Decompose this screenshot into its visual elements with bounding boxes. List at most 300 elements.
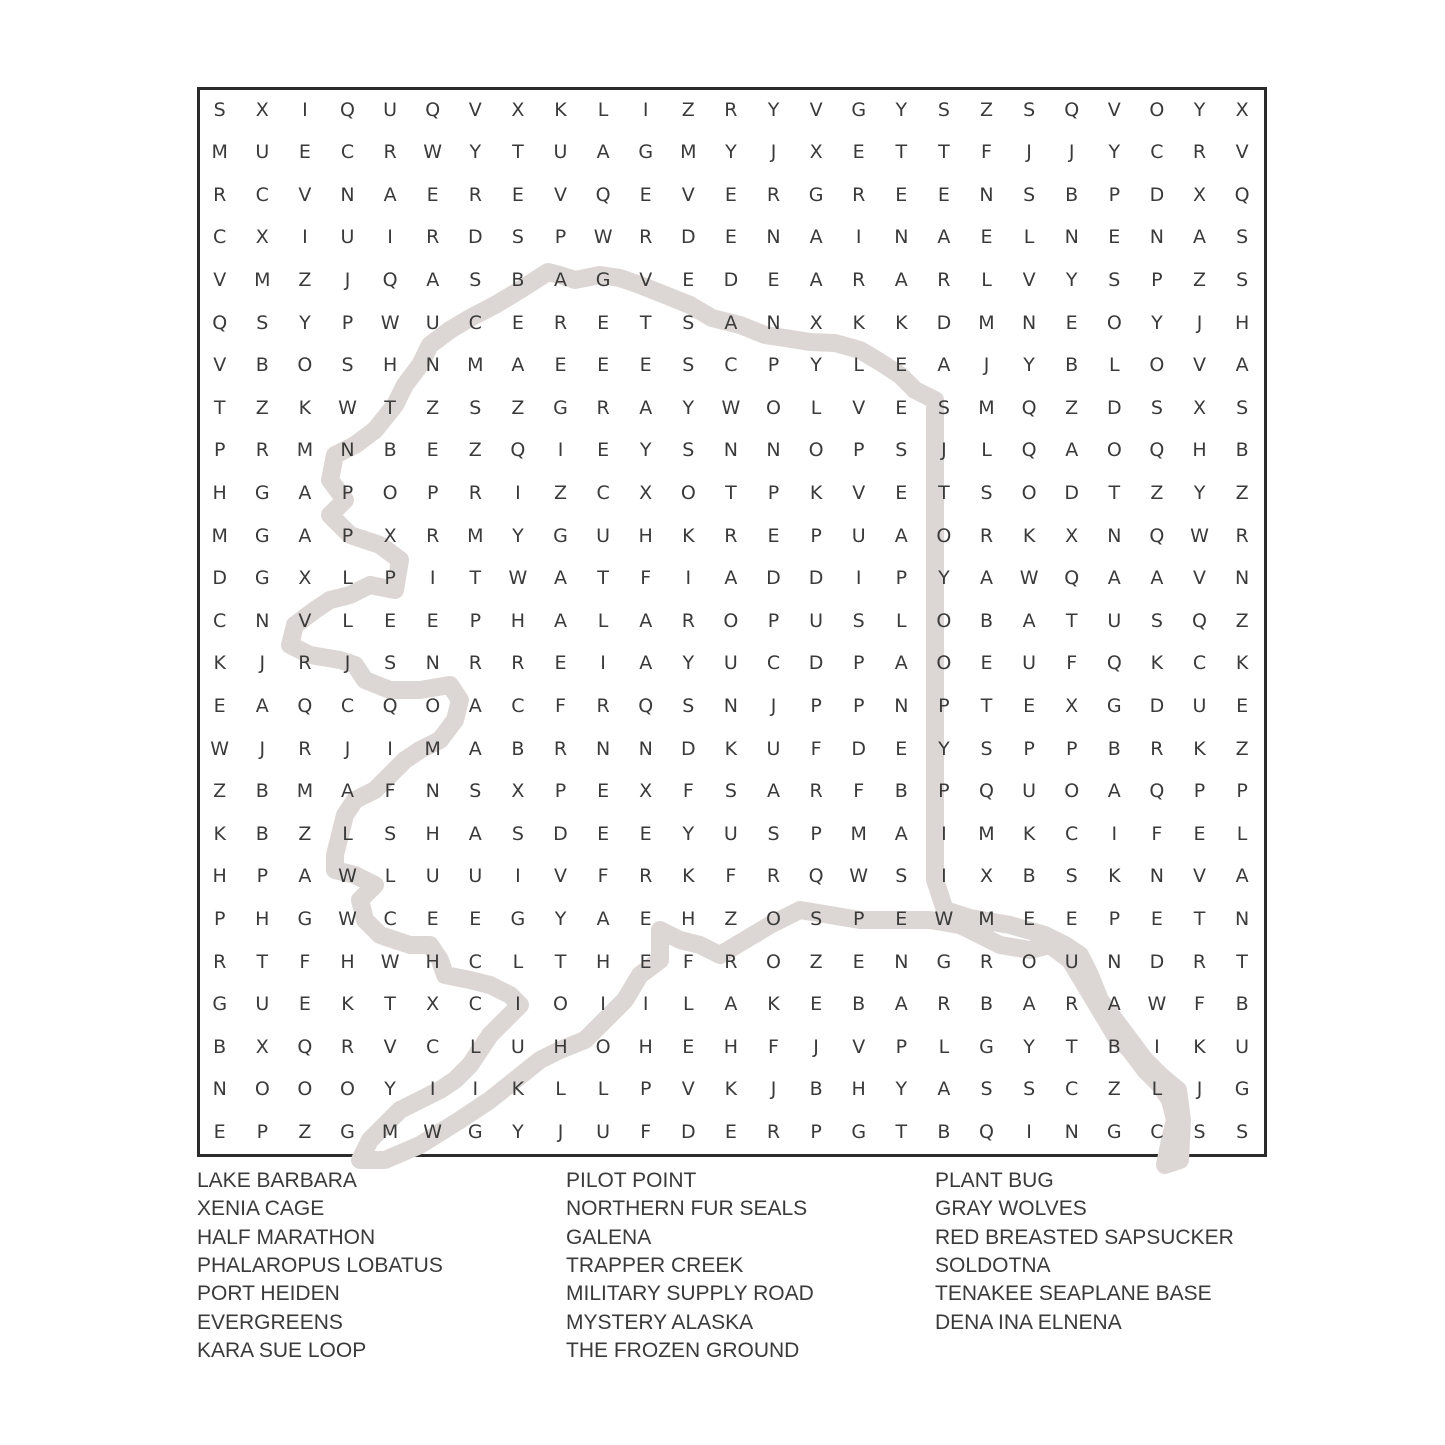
grid-letter[interactable]: U: [255, 993, 270, 1016]
grid-letter[interactable]: A: [809, 269, 823, 291]
grid-letter[interactable]: A: [298, 482, 312, 504]
grid-letter[interactable]: W: [593, 226, 613, 249]
grid-letter[interactable]: Q: [979, 1121, 994, 1143]
grid-letter[interactable]: Y: [725, 141, 737, 164]
grid-letter[interactable]: A: [468, 695, 482, 717]
grid-letter[interactable]: B: [809, 1078, 823, 1101]
grid-letter[interactable]: I: [429, 567, 436, 590]
grid-letter[interactable]: S: [810, 908, 823, 930]
grid-letter[interactable]: Q: [1149, 524, 1165, 547]
grid-letter[interactable]: G: [1106, 1121, 1122, 1143]
grid-letter[interactable]: W: [1019, 567, 1039, 590]
grid-letter[interactable]: W: [1147, 993, 1167, 1016]
grid-letter[interactable]: Y: [1023, 1035, 1035, 1058]
grid-letter[interactable]: N: [425, 652, 440, 675]
grid-letter[interactable]: H: [851, 1078, 866, 1101]
grid-letter[interactable]: H: [595, 950, 611, 973]
grid-letter[interactable]: C: [213, 226, 227, 249]
grid-letter[interactable]: S: [1108, 269, 1121, 291]
grid-letter[interactable]: M: [978, 396, 995, 419]
grid-letter[interactable]: I: [1154, 1035, 1160, 1058]
grid-letter[interactable]: L: [597, 1078, 609, 1101]
grid-letter[interactable]: R: [1192, 141, 1207, 164]
grid-letter[interactable]: P: [1193, 780, 1206, 803]
grid-letter[interactable]: B: [255, 354, 269, 377]
grid-letter[interactable]: N: [894, 950, 909, 973]
grid-letter[interactable]: S: [682, 439, 695, 462]
grid-letter[interactable]: B: [511, 269, 525, 291]
grid-letter[interactable]: P: [256, 1121, 269, 1143]
grid-letter[interactable]: L: [683, 993, 694, 1016]
grid-letter[interactable]: S: [384, 652, 397, 675]
grid-letter[interactable]: E: [810, 993, 823, 1016]
grid-letter[interactable]: S: [1236, 1121, 1249, 1143]
grid-letter[interactable]: B: [937, 1121, 951, 1143]
grid-letter[interactable]: R: [724, 524, 738, 547]
grid-letter[interactable]: K: [213, 822, 226, 845]
grid-letter[interactable]: Z: [1150, 482, 1164, 504]
grid-letter[interactable]: P: [341, 482, 354, 504]
grid-letter[interactable]: N: [638, 737, 653, 760]
grid-letter[interactable]: O: [766, 396, 781, 419]
grid-letter[interactable]: K: [682, 865, 695, 888]
grid-letter[interactable]: F: [384, 780, 396, 803]
grid-letter[interactable]: T: [725, 482, 737, 504]
grid-letter[interactable]: R: [383, 141, 397, 164]
grid-letter[interactable]: O: [1149, 354, 1165, 377]
grid-letter[interactable]: F: [640, 567, 652, 590]
grid-letter[interactable]: P: [1151, 269, 1163, 291]
grid-letter[interactable]: T: [895, 141, 908, 164]
grid-letter[interactable]: C: [340, 695, 355, 717]
grid-letter[interactable]: Y: [895, 1078, 908, 1101]
grid-letter[interactable]: D: [723, 269, 739, 291]
grid-letter[interactable]: B: [1107, 737, 1121, 760]
grid-letter[interactable]: O: [723, 609, 739, 632]
grid-letter[interactable]: B: [852, 993, 866, 1016]
grid-letter[interactable]: C: [1150, 141, 1164, 164]
grid-letter[interactable]: X: [809, 311, 823, 334]
grid-letter[interactable]: R: [1065, 993, 1079, 1016]
grid-letter[interactable]: T: [1065, 1035, 1078, 1058]
grid-letter[interactable]: K: [682, 524, 695, 547]
grid-letter[interactable]: K: [767, 993, 780, 1016]
grid-letter[interactable]: N: [340, 439, 355, 462]
grid-letter[interactable]: S: [895, 865, 908, 888]
grid-letter[interactable]: Y: [299, 311, 311, 334]
grid-letter[interactable]: Z: [511, 396, 525, 419]
grid-letter[interactable]: G: [553, 524, 568, 547]
grid-letter[interactable]: U: [723, 652, 738, 675]
grid-letter[interactable]: Q: [1021, 439, 1037, 462]
grid-letter[interactable]: Q: [425, 98, 441, 121]
grid-letter[interactable]: V: [852, 1035, 866, 1058]
grid-letter[interactable]: O: [553, 993, 568, 1016]
grid-letter[interactable]: J: [813, 1035, 819, 1058]
grid-letter[interactable]: E: [1065, 908, 1078, 930]
grid-letter[interactable]: A: [767, 780, 780, 803]
grid-letter[interactable]: E: [597, 311, 610, 334]
grid-letter[interactable]: S: [980, 1078, 993, 1101]
grid-letter[interactable]: Z: [298, 269, 312, 291]
grid-letter[interactable]: A: [1065, 439, 1079, 462]
grid-letter[interactable]: E: [980, 226, 993, 249]
grid-letter[interactable]: R: [468, 482, 482, 504]
grid-letter[interactable]: Y: [682, 822, 695, 845]
grid-letter[interactable]: G: [595, 269, 611, 291]
grid-letter[interactable]: N: [979, 183, 994, 206]
grid-letter[interactable]: H: [1234, 311, 1250, 334]
grid-letter[interactable]: P: [469, 609, 482, 632]
grid-letter[interactable]: E: [597, 439, 610, 462]
grid-letter[interactable]: N: [766, 439, 781, 462]
grid-letter[interactable]: K: [809, 482, 823, 504]
grid-letter[interactable]: E: [298, 993, 311, 1016]
grid-letter[interactable]: R: [979, 524, 994, 547]
grid-letter[interactable]: D: [1064, 482, 1079, 504]
grid-letter[interactable]: A: [1193, 226, 1206, 249]
grid-letter[interactable]: E: [1023, 695, 1036, 717]
grid-letter[interactable]: D: [680, 737, 696, 760]
grid-letter[interactable]: F: [555, 695, 566, 717]
grid-letter[interactable]: C: [1065, 1078, 1079, 1101]
grid-letter[interactable]: Y: [1151, 311, 1163, 334]
grid-letter[interactable]: Q: [382, 695, 398, 717]
grid-letter[interactable]: L: [981, 269, 992, 291]
grid-letter[interactable]: O: [936, 609, 952, 632]
grid-letter[interactable]: U: [1064, 950, 1079, 973]
grid-letter[interactable]: T: [469, 567, 482, 590]
grid-letter[interactable]: A: [894, 269, 908, 291]
grid-letter[interactable]: I: [855, 226, 862, 249]
grid-letter[interactable]: S: [980, 737, 993, 760]
grid-letter[interactable]: Y: [810, 354, 822, 377]
grid-letter[interactable]: A: [298, 865, 312, 888]
grid-letter[interactable]: O: [382, 482, 398, 504]
grid-letter[interactable]: N: [340, 183, 355, 206]
grid-letter[interactable]: R: [213, 183, 227, 206]
grid-letter[interactable]: T: [980, 695, 993, 717]
grid-letter[interactable]: C: [213, 609, 227, 632]
grid-letter[interactable]: R: [937, 993, 951, 1016]
grid-letter[interactable]: Y: [512, 524, 524, 547]
grid-letter[interactable]: T: [597, 567, 609, 590]
grid-letter[interactable]: E: [213, 695, 226, 717]
grid-letter[interactable]: O: [595, 1035, 611, 1058]
grid-letter[interactable]: L: [555, 1078, 566, 1101]
grid-letter[interactable]: A: [1022, 993, 1036, 1016]
grid-letter[interactable]: S: [469, 780, 482, 803]
grid-letter[interactable]: N: [1149, 226, 1164, 249]
grid-letter[interactable]: Z: [1192, 269, 1207, 291]
grid-letter[interactable]: J: [344, 737, 351, 760]
grid-letter[interactable]: V: [213, 269, 227, 291]
grid-letter[interactable]: N: [1234, 567, 1250, 590]
grid-letter[interactable]: A: [894, 652, 908, 675]
grid-letter[interactable]: A: [639, 652, 653, 675]
grid-letter[interactable]: Q: [1192, 609, 1207, 632]
grid-letter[interactable]: K: [724, 737, 738, 760]
grid-letter[interactable]: P: [810, 695, 822, 717]
grid-letter[interactable]: E: [767, 524, 780, 547]
grid-letter[interactable]: J: [344, 269, 351, 291]
grid-letter[interactable]: W: [849, 865, 869, 888]
grid-letter[interactable]: N: [766, 226, 781, 249]
grid-letter[interactable]: P: [810, 524, 822, 547]
grid-letter[interactable]: R: [724, 950, 738, 973]
grid-letter[interactable]: V: [852, 482, 866, 504]
grid-letter[interactable]: Y: [384, 1078, 396, 1101]
grid-letter[interactable]: S: [937, 396, 950, 419]
grid-letter[interactable]: H: [723, 1035, 739, 1058]
grid-letter[interactable]: X: [511, 780, 525, 803]
grid-letter[interactable]: R: [937, 269, 951, 291]
grid-letter[interactable]: P: [1065, 737, 1078, 760]
grid-letter[interactable]: Y: [682, 652, 695, 675]
grid-letter[interactable]: V: [1193, 865, 1206, 888]
grid-letter[interactable]: X: [255, 226, 269, 249]
grid-letter[interactable]: A: [511, 354, 525, 377]
grid-letter[interactable]: J: [770, 1078, 777, 1101]
grid-letter[interactable]: V: [213, 354, 227, 377]
grid-letter[interactable]: Y: [1108, 141, 1121, 164]
grid-letter[interactable]: U: [596, 1121, 611, 1143]
grid-letter[interactable]: M: [978, 908, 995, 930]
grid-letter[interactable]: L: [810, 396, 822, 419]
grid-letter[interactable]: K: [554, 98, 567, 121]
grid-letter[interactable]: R: [724, 98, 738, 121]
grid-letter[interactable]: P: [852, 652, 865, 675]
grid-letter[interactable]: V: [298, 183, 312, 206]
grid-letter[interactable]: U: [340, 226, 355, 249]
grid-letter[interactable]: S: [469, 269, 482, 291]
grid-letter[interactable]: Q: [979, 780, 994, 803]
grid-letter[interactable]: S: [213, 98, 226, 121]
grid-letter[interactable]: W: [423, 1121, 443, 1143]
grid-letter[interactable]: A: [980, 567, 993, 590]
grid-letter[interactable]: T: [938, 482, 950, 504]
grid-letter[interactable]: F: [1066, 652, 1078, 675]
grid-letter[interactable]: K: [1235, 652, 1249, 675]
grid-letter[interactable]: E: [852, 950, 865, 973]
grid-letter[interactable]: G: [553, 396, 568, 419]
grid-letter[interactable]: P: [554, 226, 567, 249]
grid-letter[interactable]: E: [852, 141, 865, 164]
grid-letter[interactable]: Y: [554, 908, 567, 930]
grid-letter[interactable]: I: [515, 482, 521, 504]
grid-letter[interactable]: T: [213, 396, 226, 419]
grid-letter[interactable]: Z: [426, 396, 440, 419]
grid-letter[interactable]: H: [382, 354, 398, 377]
grid-letter[interactable]: K: [852, 311, 865, 334]
grid-letter[interactable]: K: [1022, 524, 1036, 547]
grid-letter[interactable]: E: [1023, 908, 1036, 930]
grid-letter[interactable]: P: [1108, 183, 1121, 206]
grid-letter[interactable]: V: [1022, 269, 1036, 291]
grid-letter[interactable]: D: [1149, 183, 1165, 206]
grid-letter[interactable]: S: [1193, 1121, 1206, 1143]
grid-letter[interactable]: F: [597, 865, 609, 888]
grid-letter[interactable]: A: [554, 567, 567, 590]
grid-letter[interactable]: A: [724, 993, 738, 1016]
grid-letter[interactable]: P: [341, 524, 354, 547]
grid-letter[interactable]: Q: [297, 1035, 313, 1058]
grid-letter[interactable]: E: [469, 908, 482, 930]
grid-letter[interactable]: X: [1192, 396, 1207, 419]
grid-letter[interactable]: D: [680, 1121, 696, 1143]
grid-letter[interactable]: Y: [469, 141, 482, 164]
grid-letter[interactable]: Z: [213, 780, 227, 803]
grid-letter[interactable]: D: [1106, 396, 1122, 419]
grid-letter[interactable]: C: [468, 311, 482, 334]
grid-letter[interactable]: L: [1151, 1078, 1163, 1101]
grid-letter[interactable]: L: [938, 1035, 950, 1058]
grid-letter[interactable]: O: [1021, 482, 1037, 504]
grid-letter[interactable]: X: [511, 98, 525, 121]
grid-letter[interactable]: Z: [1235, 737, 1249, 760]
grid-letter[interactable]: T: [512, 141, 524, 164]
grid-letter[interactable]: Z: [1065, 396, 1079, 419]
grid-letter[interactable]: P: [895, 1035, 908, 1058]
grid-letter[interactable]: J: [1196, 311, 1203, 334]
grid-letter[interactable]: E: [1065, 311, 1078, 334]
grid-letter[interactable]: Y: [938, 567, 950, 590]
grid-letter[interactable]: G: [510, 908, 526, 930]
grid-letter[interactable]: I: [941, 822, 947, 845]
grid-letter[interactable]: C: [255, 183, 269, 206]
grid-letter[interactable]: O: [936, 524, 952, 547]
grid-letter[interactable]: X: [426, 993, 440, 1016]
grid-letter[interactable]: A: [894, 524, 908, 547]
grid-letter[interactable]: T: [639, 311, 652, 334]
grid-letter[interactable]: E: [213, 1121, 226, 1143]
grid-letter[interactable]: E: [511, 183, 524, 206]
grid-letter[interactable]: L: [342, 567, 353, 590]
grid-letter[interactable]: F: [682, 950, 694, 973]
grid-letter[interactable]: A: [1150, 567, 1164, 590]
grid-letter[interactable]: U: [1192, 695, 1207, 717]
grid-letter[interactable]: Y: [938, 737, 950, 760]
grid-letter[interactable]: A: [1235, 865, 1249, 888]
grid-letter[interactable]: L: [853, 354, 864, 377]
grid-letter[interactable]: F: [299, 950, 311, 973]
grid-letter[interactable]: P: [810, 1121, 822, 1143]
grid-letter[interactable]: C: [426, 1035, 440, 1058]
grid-letter[interactable]: V: [852, 396, 866, 419]
grid-letter[interactable]: K: [1108, 865, 1121, 888]
grid-letter[interactable]: S: [511, 226, 524, 249]
grid-letter[interactable]: N: [425, 354, 440, 377]
grid-letter[interactable]: S: [1150, 396, 1163, 419]
grid-letter[interactable]: H: [681, 908, 696, 930]
grid-letter[interactable]: E: [639, 908, 652, 930]
grid-letter[interactable]: Y: [682, 396, 695, 419]
grid-letter[interactable]: R: [511, 652, 525, 675]
grid-letter[interactable]: S: [1023, 1078, 1036, 1101]
grid-letter[interactable]: Y: [1193, 482, 1206, 504]
grid-letter[interactable]: L: [512, 950, 524, 973]
grid-letter[interactable]: K: [1193, 1035, 1206, 1058]
grid-letter[interactable]: A: [639, 396, 653, 419]
grid-letter[interactable]: L: [597, 98, 609, 121]
grid-letter[interactable]: O: [340, 1078, 355, 1101]
grid-letter[interactable]: M: [296, 439, 314, 462]
grid-letter[interactable]: O: [1021, 950, 1037, 973]
grid-letter[interactable]: B: [1022, 865, 1036, 888]
grid-letter[interactable]: P: [213, 439, 226, 462]
grid-letter[interactable]: Z: [468, 439, 482, 462]
grid-letter[interactable]: A: [341, 780, 354, 803]
grid-letter[interactable]: N: [1234, 908, 1250, 930]
grid-letter[interactable]: U: [510, 1035, 525, 1058]
grid-letter[interactable]: P: [213, 908, 226, 930]
grid-letter[interactable]: S: [682, 695, 695, 717]
grid-letter[interactable]: A: [894, 822, 908, 845]
grid-letter[interactable]: A: [554, 269, 567, 291]
grid-letter[interactable]: R: [1192, 950, 1207, 973]
grid-letter[interactable]: O: [766, 908, 781, 930]
grid-letter[interactable]: O: [254, 1078, 270, 1101]
grid-letter[interactable]: P: [767, 482, 780, 504]
grid-letter[interactable]: M: [211, 524, 228, 547]
grid-letter[interactable]: C: [511, 695, 525, 717]
grid-letter[interactable]: F: [725, 865, 737, 888]
grid-letter[interactable]: E: [1236, 695, 1249, 717]
grid-letter[interactable]: A: [468, 822, 482, 845]
grid-letter[interactable]: C: [766, 652, 781, 675]
grid-letter[interactable]: I: [515, 993, 521, 1016]
grid-letter[interactable]: A: [1107, 567, 1121, 590]
grid-letter[interactable]: O: [1106, 439, 1122, 462]
grid-letter[interactable]: W: [338, 908, 357, 930]
grid-letter[interactable]: H: [340, 950, 355, 973]
grid-letter[interactable]: P: [810, 822, 822, 845]
grid-letter[interactable]: E: [426, 609, 439, 632]
grid-letter[interactable]: E: [554, 354, 567, 377]
grid-letter[interactable]: W: [1190, 524, 1209, 547]
grid-letter[interactable]: Y: [1065, 269, 1078, 291]
grid-letter[interactable]: O: [680, 482, 696, 504]
grid-letter[interactable]: E: [724, 1121, 737, 1143]
grid-letter[interactable]: U: [723, 822, 738, 845]
grid-letter[interactable]: W: [380, 311, 400, 334]
grid-letter[interactable]: V: [298, 609, 312, 632]
grid-letter[interactable]: R: [298, 652, 312, 675]
grid-letter[interactable]: L: [597, 609, 609, 632]
grid-letter[interactable]: Z: [979, 98, 994, 121]
grid-letter[interactable]: H: [638, 524, 653, 547]
grid-letter[interactable]: J: [770, 695, 777, 717]
grid-letter[interactable]: P: [852, 908, 865, 930]
grid-letter[interactable]: E: [724, 226, 737, 249]
grid-letter[interactable]: I: [472, 1078, 479, 1101]
grid-letter[interactable]: F: [981, 141, 992, 164]
grid-letter[interactable]: S: [682, 354, 695, 377]
grid-letter[interactable]: T: [256, 950, 269, 973]
grid-letter[interactable]: P: [384, 567, 396, 590]
grid-letter[interactable]: Z: [681, 98, 695, 121]
grid-letter[interactable]: N: [425, 780, 440, 803]
grid-letter[interactable]: E: [1193, 822, 1206, 845]
grid-letter[interactable]: X: [298, 567, 312, 590]
grid-letter[interactable]: C: [383, 908, 397, 930]
grid-letter[interactable]: A: [298, 524, 312, 547]
grid-letter[interactable]: P: [1108, 908, 1121, 930]
grid-letter[interactable]: H: [425, 950, 440, 973]
grid-letter[interactable]: X: [1235, 98, 1249, 121]
grid-letter[interactable]: U: [1022, 780, 1037, 803]
grid-letter[interactable]: B: [979, 609, 994, 632]
